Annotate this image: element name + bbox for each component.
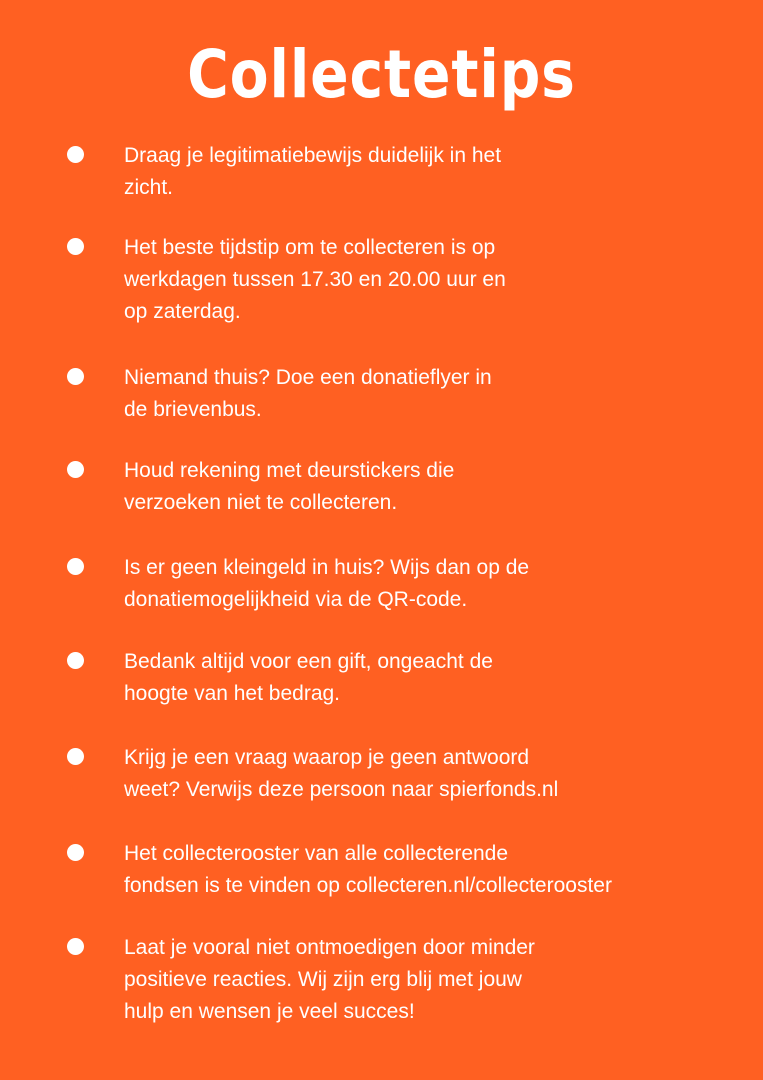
bullet-icon [67,238,84,255]
bullet-icon [67,844,84,861]
bullet-icon [67,461,84,478]
bullet-icon [67,558,84,575]
tip-text: Bedank altijd voor een gift, ongeacht de hoogte van het bedrag. [124,650,493,705]
bullet-icon [67,368,84,385]
tip-text: Het collecterooster van alle collecterende fondsen is te vinden op collecteren.nl/collecterooster [124,842,612,897]
tip-text: Laat je vooral niet ontmoedigen door minder positieve reacties. Wij zijn erg blij met jouw hulp en wensen je veel succes! [124,936,535,1023]
bullet-icon [67,938,84,955]
tip-text: Niemand thuis? Doe een donatieflyer in de brievenbus. [124,366,492,421]
tip-text: Houd rekening met deurstickers die verzoeken niet te collecteren. [124,459,455,514]
tip-text: Krijg je een vraag waarop je geen antwoord weet? Verwijs deze persoon naar spierfonds.nl [124,746,559,801]
page-title: Collectetips [187,36,576,113]
bullet-icon [67,652,84,669]
bullet-icon [67,748,84,765]
tip-text: Draag je legitimatiebewijs duidelijk in het zicht. [124,144,502,199]
tip-text: Het beste tijdstip om te collecteren is op werkdagen tussen 17.30 en 20.00 uur en op zaterdag. [124,236,506,323]
bullet-icon [67,146,84,163]
tip-text: Is er geen kleingeld in huis? Wijs dan op de donatiemogelijkheid via de QR-code. [124,556,530,611]
